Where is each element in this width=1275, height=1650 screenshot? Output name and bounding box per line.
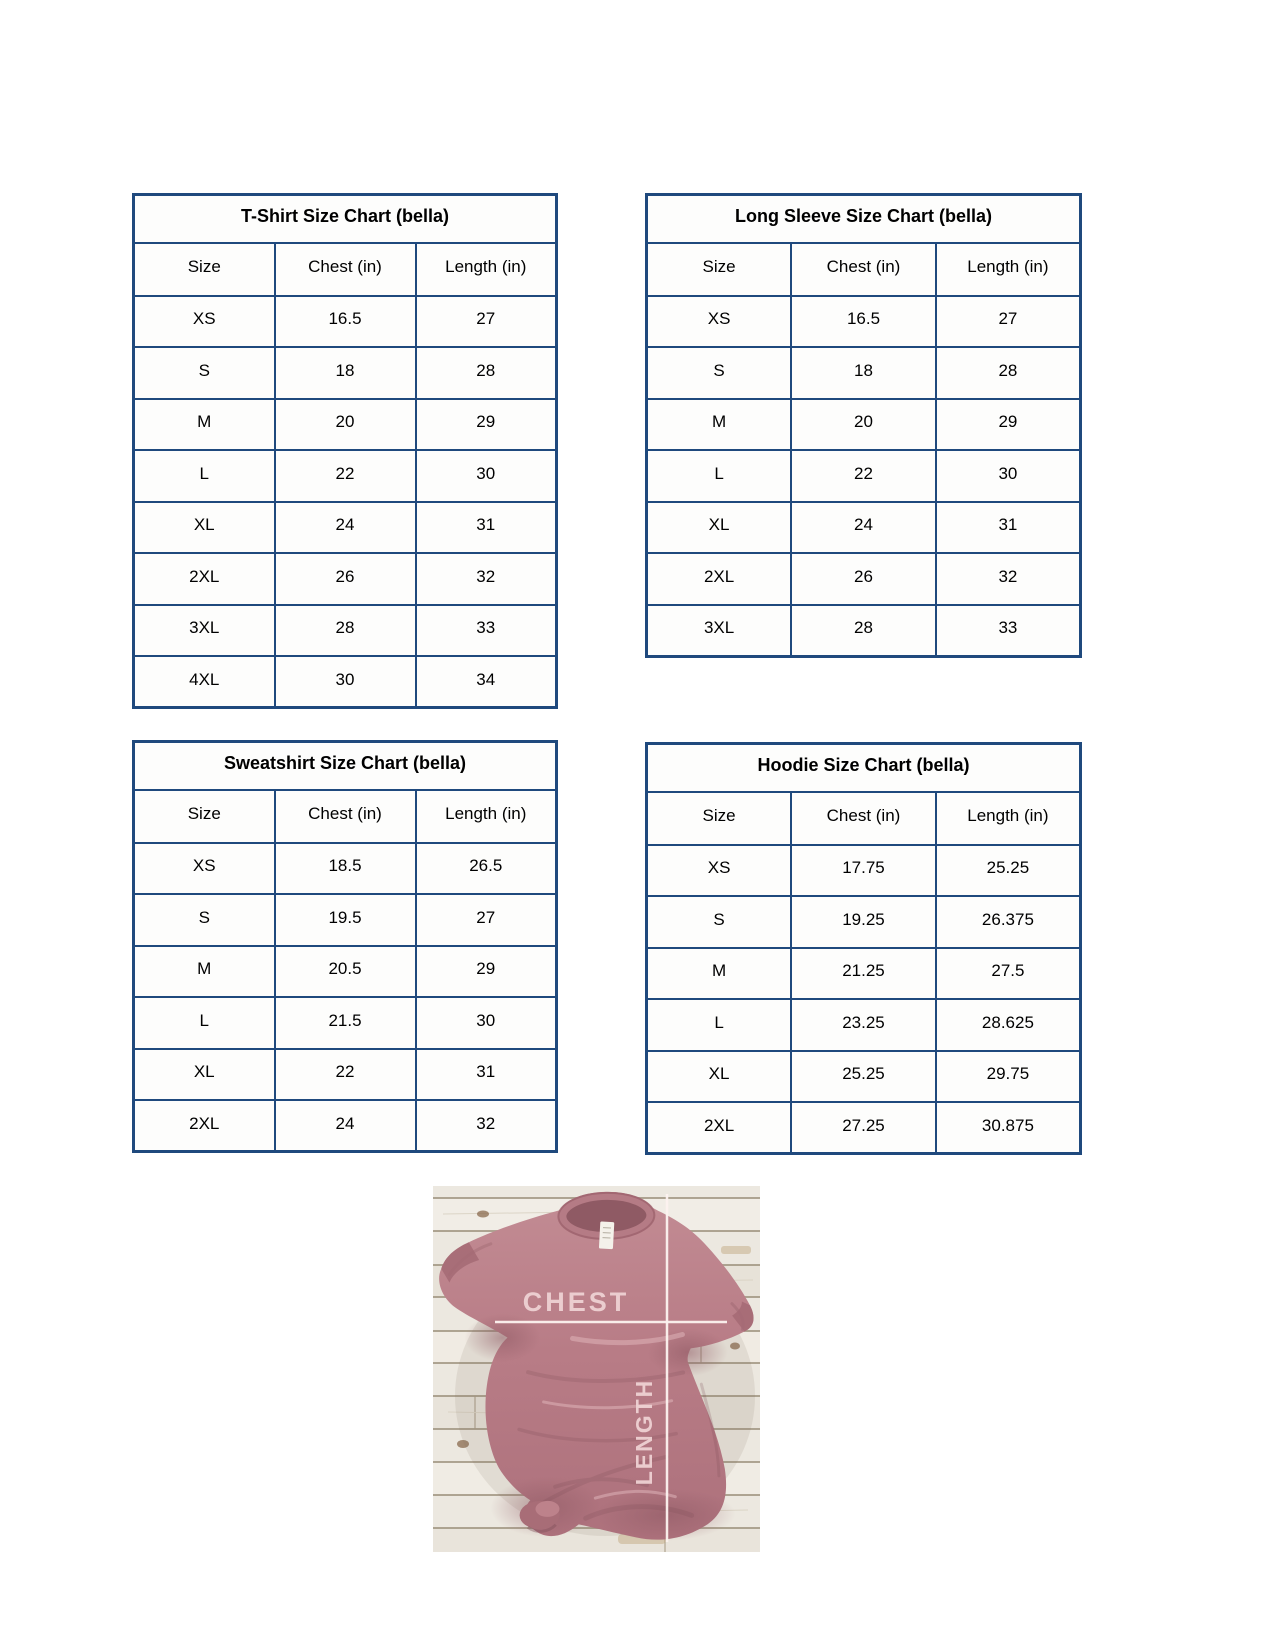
length-cell: 27 xyxy=(416,296,557,348)
length-cell: 25.25 xyxy=(936,845,1081,897)
table-row xyxy=(647,296,1081,348)
length-cell: 27.5 xyxy=(936,948,1081,1000)
chest-cell: 27.25 xyxy=(791,1102,936,1154)
table-title: Long Sleeve Size Chart (bella) xyxy=(647,195,1081,243)
chest-cell: 24 xyxy=(275,1100,416,1152)
chest-cell: 19.25 xyxy=(791,896,936,948)
table-title: Hoodie Size Chart (bella) xyxy=(647,744,1081,792)
length-cell: 31 xyxy=(416,502,557,554)
table-row xyxy=(647,1051,1081,1103)
table-row xyxy=(134,347,557,399)
column-header: Chest (in) xyxy=(791,792,936,845)
hoodie-size-table xyxy=(645,742,1082,1155)
chest-cell: 21.25 xyxy=(791,948,936,1000)
column-header: Size xyxy=(134,790,275,843)
column-header: Length (in) xyxy=(936,243,1081,296)
table-row xyxy=(134,296,557,348)
table-row xyxy=(134,553,557,605)
length-cell: 26.5 xyxy=(416,843,557,895)
table-row xyxy=(647,1102,1081,1154)
chest-cell: 20 xyxy=(275,399,416,451)
table-header-row xyxy=(647,243,1081,296)
length-cell: 28 xyxy=(416,347,557,399)
table-row xyxy=(647,605,1081,657)
size-cell: L xyxy=(134,997,275,1049)
length-cell: 30 xyxy=(936,450,1081,502)
chest-cell: 16.5 xyxy=(275,296,416,348)
table-title-row xyxy=(134,742,557,790)
table-row xyxy=(134,399,557,451)
table-row xyxy=(647,502,1081,554)
chest-cell: 26 xyxy=(275,553,416,605)
size-cell: M xyxy=(134,946,275,998)
table-row xyxy=(134,946,557,998)
length-cell: 27 xyxy=(936,296,1081,348)
column-header: Length (in) xyxy=(416,243,557,296)
table-row xyxy=(647,553,1081,605)
sweatshirt-size-table xyxy=(132,740,558,1153)
chest-cell: 20.5 xyxy=(275,946,416,998)
size-cell: XS xyxy=(134,296,275,348)
size-cell: XS xyxy=(134,843,275,895)
length-cell: 30 xyxy=(416,450,557,502)
table-row xyxy=(134,997,557,1049)
size-cell: XL xyxy=(134,502,275,554)
chest-cell: 25.25 xyxy=(791,1051,936,1103)
column-header: Length (in) xyxy=(936,792,1081,845)
table-title-row xyxy=(134,195,557,243)
length-cell: 32 xyxy=(936,553,1081,605)
chest-cell: 18 xyxy=(791,347,936,399)
column-header: Size xyxy=(647,243,792,296)
size-cell: S xyxy=(134,347,275,399)
column-header: Chest (in) xyxy=(275,243,416,296)
table-header-row xyxy=(647,792,1081,845)
chest-cell: 28 xyxy=(275,605,416,657)
table-row xyxy=(134,894,557,946)
length-cell: 32 xyxy=(416,553,557,605)
length-cell: 33 xyxy=(416,605,557,657)
table-row xyxy=(134,605,557,657)
table-header-row xyxy=(134,790,557,843)
length-cell: 34 xyxy=(416,656,557,708)
size-cell: 2XL xyxy=(134,1100,275,1152)
chest-cell: 18 xyxy=(275,347,416,399)
size-cell: S xyxy=(134,894,275,946)
size-cell: XS xyxy=(647,845,792,897)
length-cell: 29 xyxy=(416,399,557,451)
table-row xyxy=(647,450,1081,502)
table-row xyxy=(647,948,1081,1000)
size-cell: 4XL xyxy=(134,656,275,708)
column-header: Size xyxy=(134,243,275,296)
table-title: T-Shirt Size Chart (bella) xyxy=(134,195,557,243)
column-header: Chest (in) xyxy=(275,790,416,843)
table-title-row xyxy=(647,744,1081,792)
chest-cell: 24 xyxy=(275,502,416,554)
size-cell: M xyxy=(647,399,792,451)
size-cell: M xyxy=(647,948,792,1000)
size-cell: 2XL xyxy=(647,553,792,605)
column-header: Chest (in) xyxy=(791,243,936,296)
size-cell: XL xyxy=(134,1049,275,1101)
measurement-guide-photo xyxy=(433,1186,760,1552)
length-cell: 27 xyxy=(416,894,557,946)
chest-cell: 22 xyxy=(275,1049,416,1101)
table-row xyxy=(647,999,1081,1051)
chest-cell: 20 xyxy=(791,399,936,451)
chest-cell: 30 xyxy=(275,656,416,708)
size-cell: XL xyxy=(647,1051,792,1103)
table-header-row xyxy=(134,243,557,296)
size-cell: 3XL xyxy=(134,605,275,657)
chest-cell: 24 xyxy=(791,502,936,554)
tshirt-size-table xyxy=(132,193,558,709)
chest-cell: 23.25 xyxy=(791,999,936,1051)
length-cell: 33 xyxy=(936,605,1081,657)
length-label: LENGTH xyxy=(631,1378,657,1486)
table-row xyxy=(134,656,557,708)
table-row xyxy=(134,1100,557,1152)
chest-cell: 17.75 xyxy=(791,845,936,897)
size-cell: 3XL xyxy=(647,605,792,657)
chest-cell: 21.5 xyxy=(275,997,416,1049)
length-cell: 32 xyxy=(416,1100,557,1152)
table-row xyxy=(134,843,557,895)
size-cell: M xyxy=(134,399,275,451)
length-cell: 29 xyxy=(936,399,1081,451)
table-title: Sweatshirt Size Chart (bella) xyxy=(134,742,557,790)
tshirt-measurement-illustration xyxy=(433,1186,760,1552)
table-row xyxy=(647,347,1081,399)
care-label xyxy=(599,1221,614,1249)
length-cell: 28 xyxy=(936,347,1081,399)
length-cell: 29 xyxy=(416,946,557,998)
chest-cell: 22 xyxy=(791,450,936,502)
long-sleeve-size-table xyxy=(645,193,1082,658)
length-cell: 26.375 xyxy=(936,896,1081,948)
table-row xyxy=(647,896,1081,948)
length-cell: 31 xyxy=(936,502,1081,554)
table-title-row xyxy=(647,195,1081,243)
length-cell: 29.75 xyxy=(936,1051,1081,1103)
table-row xyxy=(134,502,557,554)
size-cell: 2XL xyxy=(134,553,275,605)
size-cell: 2XL xyxy=(647,1102,792,1154)
chest-cell: 26 xyxy=(791,553,936,605)
size-cell: S xyxy=(647,347,792,399)
size-cell: XL xyxy=(647,502,792,554)
chest-cell: 16.5 xyxy=(791,296,936,348)
size-cell: L xyxy=(647,999,792,1051)
chest-cell: 28 xyxy=(791,605,936,657)
size-cell: L xyxy=(647,450,792,502)
column-header: Length (in) xyxy=(416,790,557,843)
table-row xyxy=(647,399,1081,451)
table-row xyxy=(647,845,1081,897)
size-cell: S xyxy=(647,896,792,948)
column-header: Size xyxy=(647,792,792,845)
table-row xyxy=(134,450,557,502)
chest-cell: 18.5 xyxy=(275,843,416,895)
chest-label: CHEST xyxy=(522,1287,630,1317)
size-cell: XS xyxy=(647,296,792,348)
size-cell: L xyxy=(134,450,275,502)
length-cell: 30.875 xyxy=(936,1102,1081,1154)
chest-cell: 19.5 xyxy=(275,894,416,946)
length-cell: 30 xyxy=(416,997,557,1049)
table-row xyxy=(134,1049,557,1101)
length-cell: 31 xyxy=(416,1049,557,1101)
chest-cell: 22 xyxy=(275,450,416,502)
length-cell: 28.625 xyxy=(936,999,1081,1051)
